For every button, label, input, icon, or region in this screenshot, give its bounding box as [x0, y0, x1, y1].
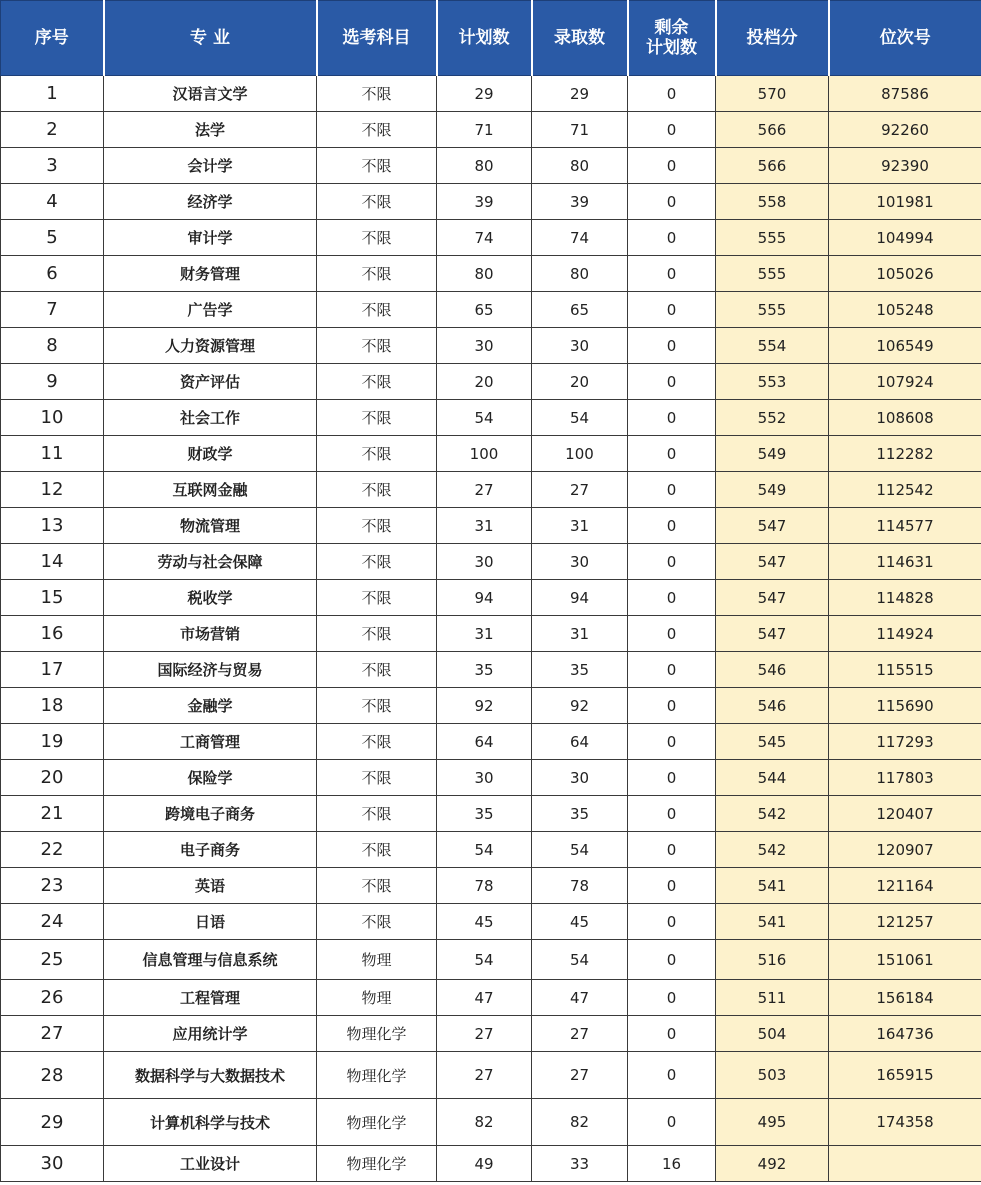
cell-rank: 112542 — [829, 472, 981, 508]
cell-subjects: 不限 — [317, 652, 437, 688]
cell-seq: 2 — [1, 112, 104, 148]
table-row — [1, 112, 981, 148]
cell-subjects: 不限 — [317, 472, 437, 508]
cell-major: 社会工作 — [104, 400, 317, 436]
cell-remaining: 0 — [628, 220, 716, 256]
table-body — [1, 76, 981, 1182]
cell-subjects: 物理化学 — [317, 1052, 437, 1099]
table-row — [1, 400, 981, 436]
cell-plan: 74 — [437, 220, 532, 256]
cell-remaining: 0 — [628, 508, 716, 544]
cell-remaining: 16 — [628, 1146, 716, 1182]
cell-plan: 30 — [437, 328, 532, 364]
cell-admitted: 92 — [532, 688, 628, 724]
cell-major: 审计学 — [104, 220, 317, 256]
cell-rank: 164736 — [829, 1016, 981, 1052]
cell-seq: 24 — [1, 904, 104, 940]
table-row — [1, 1146, 981, 1182]
cell-admitted: 27 — [532, 472, 628, 508]
cell-major: 应用统计学 — [104, 1016, 317, 1052]
cell-score: 566 — [716, 112, 829, 148]
cell-seq: 14 — [1, 544, 104, 580]
cell-admitted: 45 — [532, 904, 628, 940]
table-row — [1, 724, 981, 760]
cell-rank: 151061 — [829, 940, 981, 980]
cell-admitted: 78 — [532, 868, 628, 904]
cell-plan: 27 — [437, 1016, 532, 1052]
cell-seq: 17 — [1, 652, 104, 688]
table-row — [1, 832, 981, 868]
cell-major: 电子商务 — [104, 832, 317, 868]
cell-plan: 54 — [437, 400, 532, 436]
table-row — [1, 868, 981, 904]
cell-major: 工商管理 — [104, 724, 317, 760]
cell-seq: 22 — [1, 832, 104, 868]
table-header — [1, 1, 981, 76]
cell-subjects: 物理 — [317, 940, 437, 980]
cell-remaining: 0 — [628, 328, 716, 364]
cell-admitted: 35 — [532, 652, 628, 688]
cell-remaining: 0 — [628, 112, 716, 148]
cell-seq: 5 — [1, 220, 104, 256]
cell-admitted: 100 — [532, 436, 628, 472]
cell-plan: 64 — [437, 724, 532, 760]
cell-score: 516 — [716, 940, 829, 980]
cell-seq: 12 — [1, 472, 104, 508]
cell-admitted: 27 — [532, 1052, 628, 1099]
cell-remaining: 0 — [628, 76, 716, 112]
cell-score: 566 — [716, 148, 829, 184]
table-row — [1, 292, 981, 328]
cell-subjects: 不限 — [317, 724, 437, 760]
cell-admitted: 33 — [532, 1146, 628, 1182]
cell-rank: 106549 — [829, 328, 981, 364]
header-remaining-line1: 剩余 — [654, 18, 689, 38]
cell-score: 570 — [716, 76, 829, 112]
cell-subjects: 不限 — [317, 292, 437, 328]
header-admitted: 录取数 — [532, 1, 628, 76]
cell-plan: 39 — [437, 184, 532, 220]
cell-subjects: 不限 — [317, 616, 437, 652]
cell-plan: 80 — [437, 256, 532, 292]
header-remaining-line2: 计划数 — [646, 38, 697, 58]
cell-seq: 27 — [1, 1016, 104, 1052]
cell-rank: 115515 — [829, 652, 981, 688]
table-row — [1, 508, 981, 544]
cell-score: 492 — [716, 1146, 829, 1182]
cell-admitted: 80 — [532, 148, 628, 184]
cell-major: 法学 — [104, 112, 317, 148]
cell-major: 市场营销 — [104, 616, 317, 652]
cell-subjects: 不限 — [317, 832, 437, 868]
cell-score: 545 — [716, 724, 829, 760]
table-row — [1, 328, 981, 364]
cell-major: 跨境电子商务 — [104, 796, 317, 832]
cell-admitted: 71 — [532, 112, 628, 148]
header-seq: 序号 — [1, 1, 104, 76]
cell-major: 资产评估 — [104, 364, 317, 400]
cell-rank: 112282 — [829, 436, 981, 472]
table-row — [1, 184, 981, 220]
cell-admitted: 54 — [532, 940, 628, 980]
cell-plan: 54 — [437, 832, 532, 868]
cell-major: 财政学 — [104, 436, 317, 472]
table-row — [1, 980, 981, 1016]
cell-major: 财务管理 — [104, 256, 317, 292]
cell-seq: 16 — [1, 616, 104, 652]
cell-subjects: 不限 — [317, 220, 437, 256]
cell-admitted: 31 — [532, 508, 628, 544]
cell-admitted: 30 — [532, 544, 628, 580]
cell-seq: 25 — [1, 940, 104, 980]
cell-seq: 6 — [1, 256, 104, 292]
cell-plan: 54 — [437, 940, 532, 980]
cell-seq: 30 — [1, 1146, 104, 1182]
header-major: 专 业 — [104, 1, 317, 76]
cell-subjects: 不限 — [317, 580, 437, 616]
cell-plan: 92 — [437, 688, 532, 724]
cell-remaining: 0 — [628, 436, 716, 472]
cell-admitted: 31 — [532, 616, 628, 652]
cell-score: 541 — [716, 868, 829, 904]
cell-rank: 114828 — [829, 580, 981, 616]
cell-subjects: 不限 — [317, 184, 437, 220]
cell-rank: 117803 — [829, 760, 981, 796]
cell-plan: 65 — [437, 292, 532, 328]
header-subjects: 选考科目 — [317, 1, 437, 76]
header-score: 投档分 — [716, 1, 829, 76]
cell-rank: 120907 — [829, 832, 981, 868]
cell-remaining: 0 — [628, 364, 716, 400]
cell-plan: 71 — [437, 112, 532, 148]
cell-major: 计算机科学与技术 — [104, 1099, 317, 1146]
header-remaining — [628, 1, 716, 76]
cell-score: 546 — [716, 688, 829, 724]
table-row — [1, 76, 981, 112]
cell-score: 542 — [716, 832, 829, 868]
cell-rank — [829, 1146, 981, 1182]
cell-remaining: 0 — [628, 980, 716, 1016]
table-row — [1, 760, 981, 796]
cell-score: 558 — [716, 184, 829, 220]
cell-seq: 8 — [1, 328, 104, 364]
cell-plan: 20 — [437, 364, 532, 400]
cell-score: 549 — [716, 472, 829, 508]
table-row — [1, 544, 981, 580]
table-row — [1, 256, 981, 292]
cell-seq: 23 — [1, 868, 104, 904]
cell-seq: 10 — [1, 400, 104, 436]
cell-rank: 165915 — [829, 1052, 981, 1099]
cell-plan: 80 — [437, 148, 532, 184]
table-row — [1, 688, 981, 724]
cell-plan: 31 — [437, 616, 532, 652]
cell-admitted: 39 — [532, 184, 628, 220]
cell-score: 547 — [716, 544, 829, 580]
cell-score: 511 — [716, 980, 829, 1016]
cell-rank: 108608 — [829, 400, 981, 436]
cell-subjects: 物理化学 — [317, 1099, 437, 1146]
cell-remaining: 0 — [628, 796, 716, 832]
cell-rank: 121164 — [829, 868, 981, 904]
cell-seq: 1 — [1, 76, 104, 112]
cell-admitted: 30 — [532, 328, 628, 364]
cell-subjects: 物理 — [317, 980, 437, 1016]
cell-rank: 101981 — [829, 184, 981, 220]
cell-rank: 105248 — [829, 292, 981, 328]
cell-score: 554 — [716, 328, 829, 364]
table-row — [1, 580, 981, 616]
cell-plan: 31 — [437, 508, 532, 544]
cell-admitted: 27 — [532, 1016, 628, 1052]
cell-subjects: 不限 — [317, 256, 437, 292]
cell-seq: 19 — [1, 724, 104, 760]
cell-score: 547 — [716, 508, 829, 544]
table-row — [1, 148, 981, 184]
header-plan: 计划数 — [437, 1, 532, 76]
cell-seq: 26 — [1, 980, 104, 1016]
cell-admitted: 82 — [532, 1099, 628, 1146]
table-row — [1, 652, 981, 688]
cell-seq: 28 — [1, 1052, 104, 1099]
cell-rank: 87586 — [829, 76, 981, 112]
cell-score: 555 — [716, 256, 829, 292]
cell-subjects: 物理化学 — [317, 1146, 437, 1182]
cell-remaining: 0 — [628, 256, 716, 292]
cell-subjects: 不限 — [317, 400, 437, 436]
cell-admitted: 35 — [532, 796, 628, 832]
table-row — [1, 616, 981, 652]
cell-major: 互联网金融 — [104, 472, 317, 508]
cell-remaining: 0 — [628, 580, 716, 616]
cell-rank: 174358 — [829, 1099, 981, 1146]
cell-admitted: 74 — [532, 220, 628, 256]
cell-plan: 100 — [437, 436, 532, 472]
cell-admitted: 30 — [532, 760, 628, 796]
cell-seq: 20 — [1, 760, 104, 796]
cell-seq: 13 — [1, 508, 104, 544]
cell-rank: 104994 — [829, 220, 981, 256]
cell-plan: 27 — [437, 472, 532, 508]
cell-major: 汉语言文学 — [104, 76, 317, 112]
cell-major: 广告学 — [104, 292, 317, 328]
cell-remaining: 0 — [628, 832, 716, 868]
cell-major: 信息管理与信息系统 — [104, 940, 317, 980]
cell-plan: 94 — [437, 580, 532, 616]
cell-plan: 82 — [437, 1099, 532, 1146]
cell-subjects: 不限 — [317, 796, 437, 832]
table-row — [1, 940, 981, 980]
cell-seq: 4 — [1, 184, 104, 220]
cell-admitted: 80 — [532, 256, 628, 292]
cell-seq: 15 — [1, 580, 104, 616]
cell-major: 会计学 — [104, 148, 317, 184]
table-row — [1, 220, 981, 256]
cell-admitted: 54 — [532, 400, 628, 436]
cell-rank: 120407 — [829, 796, 981, 832]
header-row — [1, 1, 981, 76]
cell-remaining: 0 — [628, 400, 716, 436]
cell-score: 552 — [716, 400, 829, 436]
table-row — [1, 364, 981, 400]
cell-major: 税收学 — [104, 580, 317, 616]
cell-remaining: 0 — [628, 904, 716, 940]
cell-seq: 3 — [1, 148, 104, 184]
table-row — [1, 436, 981, 472]
cell-remaining: 0 — [628, 1016, 716, 1052]
cell-seq: 7 — [1, 292, 104, 328]
cell-plan: 35 — [437, 796, 532, 832]
cell-subjects: 不限 — [317, 760, 437, 796]
cell-rank: 92390 — [829, 148, 981, 184]
table-row — [1, 1052, 981, 1099]
cell-seq: 11 — [1, 436, 104, 472]
cell-rank: 114577 — [829, 508, 981, 544]
cell-plan: 35 — [437, 652, 532, 688]
cell-major: 英语 — [104, 868, 317, 904]
cell-score: 547 — [716, 616, 829, 652]
cell-score: 542 — [716, 796, 829, 832]
cell-remaining: 0 — [628, 616, 716, 652]
cell-remaining: 0 — [628, 472, 716, 508]
cell-remaining: 0 — [628, 1099, 716, 1146]
cell-plan: 45 — [437, 904, 532, 940]
cell-plan: 27 — [437, 1052, 532, 1099]
cell-major: 金融学 — [104, 688, 317, 724]
cell-subjects: 不限 — [317, 688, 437, 724]
cell-major: 保险学 — [104, 760, 317, 796]
cell-rank: 107924 — [829, 364, 981, 400]
cell-major: 工程管理 — [104, 980, 317, 1016]
cell-subjects: 物理化学 — [317, 1016, 437, 1052]
cell-admitted: 29 — [532, 76, 628, 112]
cell-plan: 30 — [437, 544, 532, 580]
cell-remaining: 0 — [628, 868, 716, 904]
cell-subjects: 不限 — [317, 544, 437, 580]
cell-subjects: 不限 — [317, 328, 437, 364]
cell-plan: 29 — [437, 76, 532, 112]
cell-remaining: 0 — [628, 148, 716, 184]
cell-major: 劳动与社会保障 — [104, 544, 317, 580]
cell-admitted: 20 — [532, 364, 628, 400]
table-row — [1, 796, 981, 832]
cell-score: 541 — [716, 904, 829, 940]
cell-subjects: 不限 — [317, 508, 437, 544]
cell-plan: 78 — [437, 868, 532, 904]
cell-score: 555 — [716, 292, 829, 328]
cell-rank: 114631 — [829, 544, 981, 580]
cell-rank: 115690 — [829, 688, 981, 724]
cell-seq: 18 — [1, 688, 104, 724]
cell-subjects: 不限 — [317, 868, 437, 904]
cell-remaining: 0 — [628, 724, 716, 760]
cell-seq: 9 — [1, 364, 104, 400]
cell-score: 504 — [716, 1016, 829, 1052]
cell-subjects: 不限 — [317, 112, 437, 148]
cell-subjects: 不限 — [317, 364, 437, 400]
cell-subjects: 不限 — [317, 76, 437, 112]
cell-remaining: 0 — [628, 292, 716, 328]
table-row — [1, 904, 981, 940]
cell-admitted: 54 — [532, 832, 628, 868]
table-row — [1, 1099, 981, 1146]
cell-plan: 30 — [437, 760, 532, 796]
cell-score: 555 — [716, 220, 829, 256]
cell-score: 544 — [716, 760, 829, 796]
cell-seq: 29 — [1, 1099, 104, 1146]
cell-seq: 21 — [1, 796, 104, 832]
cell-rank: 92260 — [829, 112, 981, 148]
cell-subjects: 不限 — [317, 436, 437, 472]
cell-remaining: 0 — [628, 688, 716, 724]
cell-major: 经济学 — [104, 184, 317, 220]
cell-major: 国际经济与贸易 — [104, 652, 317, 688]
cell-rank: 105026 — [829, 256, 981, 292]
cell-admitted: 64 — [532, 724, 628, 760]
cell-remaining: 0 — [628, 1052, 716, 1099]
cell-score: 495 — [716, 1099, 829, 1146]
cell-major: 日语 — [104, 904, 317, 940]
cell-subjects: 不限 — [317, 904, 437, 940]
cell-major: 物流管理 — [104, 508, 317, 544]
cell-plan: 47 — [437, 980, 532, 1016]
cell-rank: 114924 — [829, 616, 981, 652]
cell-admitted: 47 — [532, 980, 628, 1016]
cell-plan: 49 — [437, 1146, 532, 1182]
cell-major: 数据科学与大数据技术 — [104, 1052, 317, 1099]
cell-score: 503 — [716, 1052, 829, 1099]
cell-remaining: 0 — [628, 940, 716, 980]
cell-major: 人力资源管理 — [104, 328, 317, 364]
cell-remaining: 0 — [628, 652, 716, 688]
cell-score: 553 — [716, 364, 829, 400]
cell-remaining: 0 — [628, 760, 716, 796]
header-rank: 位次号 — [829, 1, 981, 76]
cell-admitted: 65 — [532, 292, 628, 328]
cell-rank: 117293 — [829, 724, 981, 760]
table-row — [1, 472, 981, 508]
cell-major: 工业设计 — [104, 1146, 317, 1182]
cell-score: 549 — [716, 436, 829, 472]
cell-admitted: 94 — [532, 580, 628, 616]
table-row — [1, 1016, 981, 1052]
cell-rank: 121257 — [829, 904, 981, 940]
cell-score: 547 — [716, 580, 829, 616]
cell-subjects: 不限 — [317, 148, 437, 184]
cell-remaining: 0 — [628, 544, 716, 580]
cell-remaining: 0 — [628, 184, 716, 220]
cell-rank: 156184 — [829, 980, 981, 1016]
cell-score: 546 — [716, 652, 829, 688]
